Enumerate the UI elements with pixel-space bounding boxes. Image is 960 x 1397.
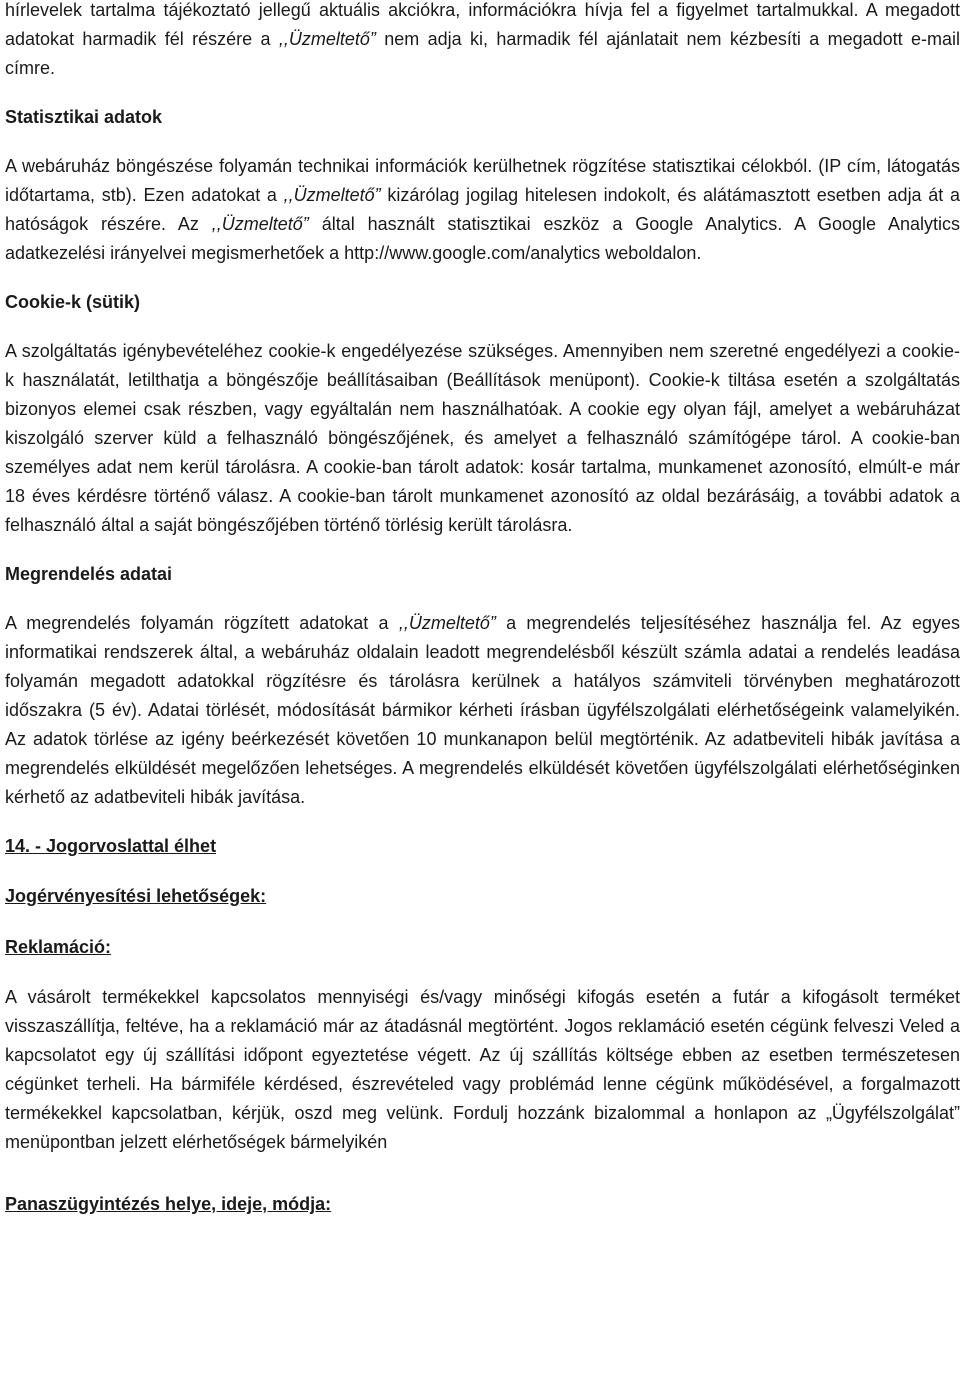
cookie-paragraph: A szolgáltatás igénybevételéhez cookie-k engedélyezése szükséges. Amennyiben nem szeretné engedélyezi a cookie-k használatát, letilthatja a böngészője beállításaiban (Beállítások menüpont). Cookie-k tiltása esetén a szolgáltatás bizonyos elemei csak részben, vagy egyáltalán nem használhatóak. A cookie egy olyan fájl, amelyet a webáruházat kiszolgáló szerver küld a felhasználó böngészőjének, és amelyet a felhasználó számítógépe tárol. A cookie-ban személyes adat nem kerül tárolásra. A cookie-ban tárolt adatok: kosár tartalma, munkamenet azonosító, elmúlt-e már 18 éves kérdésre történő válasz. A cookie-ban tárolt munkamenet azonosító az oldal bezárásáig, a további adatok a felhasználó által a saját böngészőjében történő törlésig került tárolásra. bbox=[5, 341, 960, 535]
stats-text-a: A webáruház böngészése folyamán technikai információk kerülhetnek rögzítése statisztikai célokból. (IP cím, látogatás időtartama, stb). Ezen adatokat a bbox=[5, 156, 960, 205]
order-paragraph bbox=[5, 609, 960, 812]
intro-text-a: hírlevelek tartalma tájékoztató jellegű aktuális akciókra, információkra hívja fel a figyelmet tartalmukkal. A megadott adatokat harmadik fél részére a bbox=[5, 0, 960, 49]
section-14-heading: 14. - Jogorvoslattal élhet bbox=[5, 836, 217, 856]
cookie-heading: Cookie-k (sütik) bbox=[5, 292, 141, 312]
operator-term: ,,Üzmeltető” bbox=[283, 185, 381, 205]
order-heading: Megrendelés adatai bbox=[5, 564, 173, 584]
stats-text-c: által használt statisztikai eszköz a Google Analytics. A Google Analytics adatkezelési irányelvei megismerhetőek a http://www.google.com/analytics weboldalon. bbox=[5, 214, 960, 263]
intro-text-b: nem adja ki, harmadik fél ajánlatait nem kézbesíti a megadott e-mail címre. bbox=[5, 29, 960, 78]
document-page bbox=[5, 0, 960, 1219]
intro-paragraph bbox=[5, 0, 960, 83]
stats-paragraph bbox=[5, 152, 960, 268]
complaint-heading: Reklamáció: bbox=[5, 937, 112, 957]
complaint-handling-heading: Panaszügyintézés helye, ideje, módja: bbox=[5, 1194, 332, 1214]
operator-term: ,,Üzmeltető” bbox=[278, 29, 376, 49]
operator-term: ,,Üzmeltető” bbox=[398, 613, 496, 633]
order-text-b: a megrendelés teljesítéséhez használja fel. Az egyes informatikai rendszerek által, a webáruház oldalain leadott megrendelésből készült számla adatai a rendelés leadása folyamán megadott adatokkal rögzítésre és tárolásra kerülnek a hatályos számviteli törvényben meghatározott időszakra (5 év). Adatai törlését, módosítását bármikor kérheti írásban ügyfélszolgálati elérhetőségeink valamelyikén. Az adatok törlése az igény beérkezését követően 10 munkanapon belül megtörténik. Az adatbeviteli hibák javítása a megrendelés elküldését megelőzően lehetséges. A megrendelés elküldését követően ügyfélszolgálati elérhetőséginken kérhető az adatbeviteli hibák javítása. bbox=[5, 613, 960, 807]
operator-term: ,,Üzmeltető” bbox=[211, 214, 309, 234]
order-text-a: A megrendelés folyamán rögzített adatokat a bbox=[5, 613, 399, 633]
stats-text-b: kizárólag jogilag hitelesen indokolt, és alátámasztott esetben adja át a hatóságok részére. Az bbox=[5, 185, 960, 234]
complaint-paragraph: A vásárolt termékekkel kapcsolatos mennyiségi és/vagy minőségi kifogás esetén a futár a kifogásolt terméket visszaszállítja, feltéve, ha a reklamáció már az átadásnál megtörtént. Jogos reklamáció esetén cégünk felveszi Veled a kapcsolatot egy új szállítási időpont egyeztetése végett. Az új szállítás költsége ebben az esetben természetesen cégünket terheli. Ha bármiféle kérdésed, észrevételed vagy problémád lenne cégünk működésével, a forgalmazott termékekkel kapcsolatban, kérjük, oszd meg velünk. Fordulj hozzánk bizalommal a honlapon az „Ügyfélszolgálat” menüpontban jelzett elérhetőségek bármelyikén bbox=[5, 987, 960, 1152]
enforcement-subheading: Jogérvényesítési lehetőségek: bbox=[5, 886, 267, 906]
stats-heading: Statisztikai adatok bbox=[5, 107, 163, 127]
